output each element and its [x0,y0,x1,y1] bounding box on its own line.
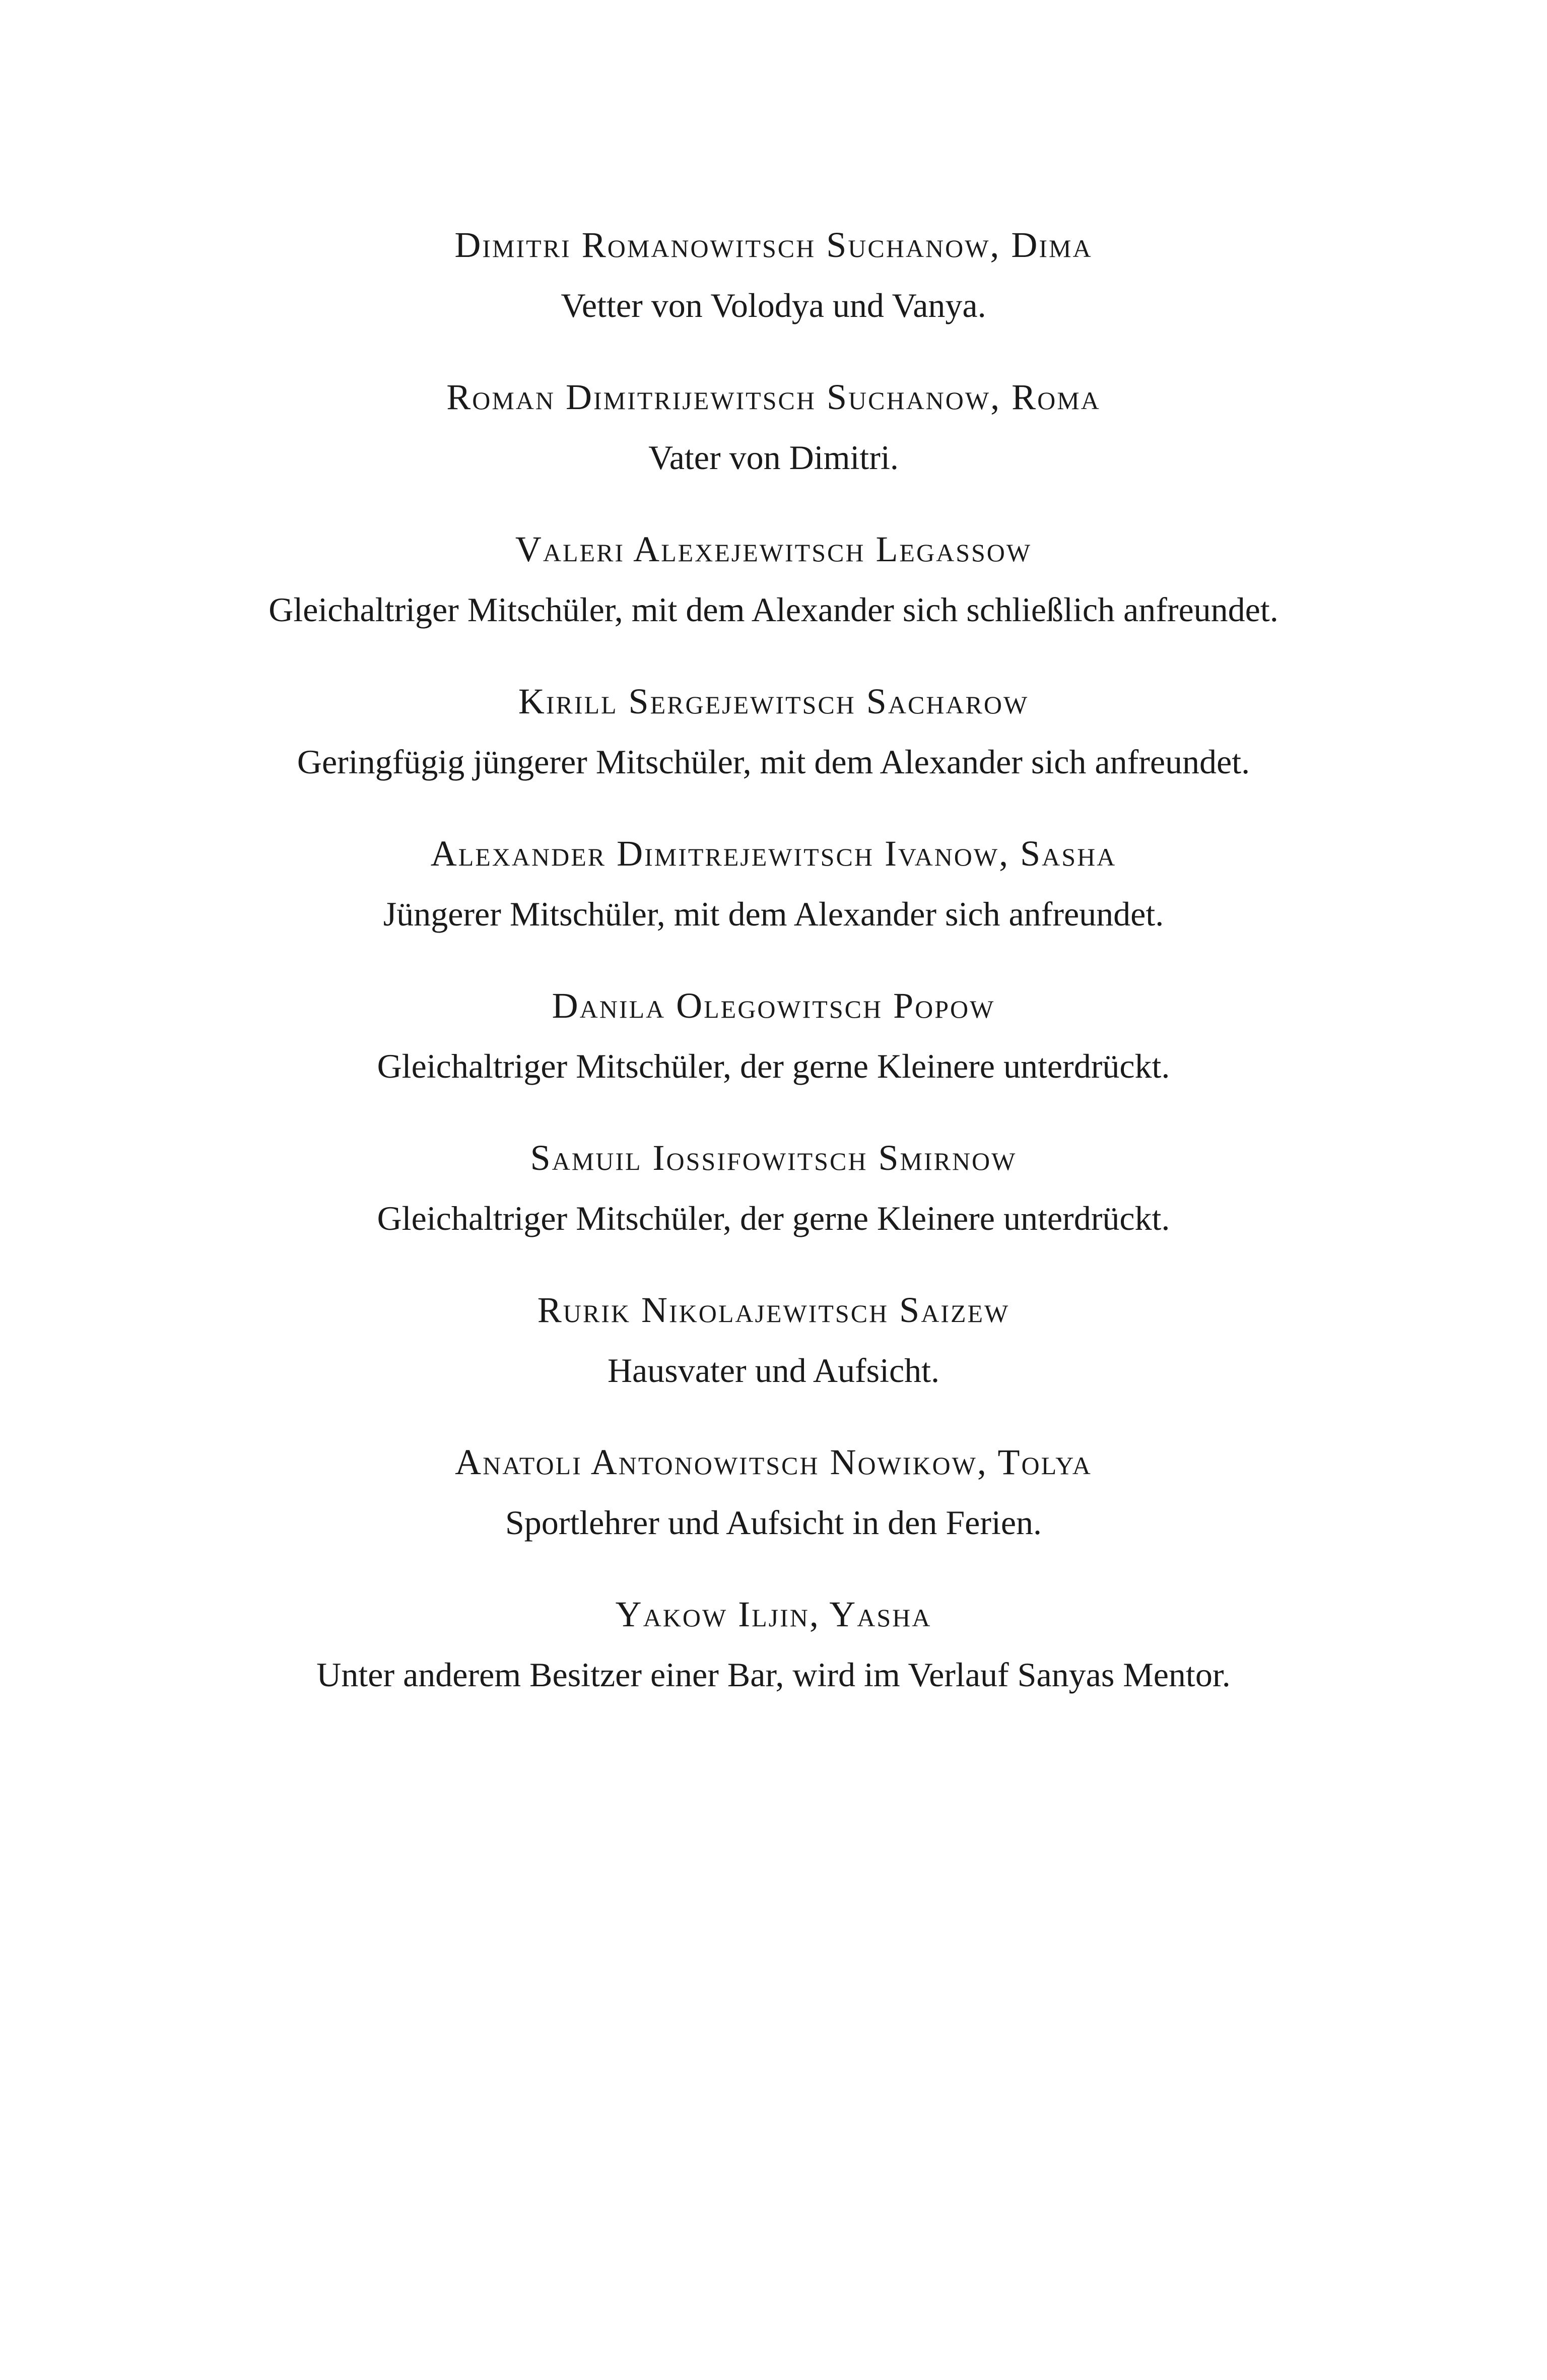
character-description: Geringfügig jüngerer Mitschüler, mit dem Alexander sich anfreundet. [297,743,1250,781]
character-name: Alexander Dimitrejewitsch Ivanow, Sasha [430,833,1117,874]
character-description: Sportlehrer und Aufsicht in den Ferien. [505,1503,1042,1542]
character-entry [0,374,1547,481]
character-name: Roman Dimitrijewitsch Suchanow, Roma [446,377,1101,417]
character-entry [0,1439,1547,1546]
character-entry [0,222,1547,328]
character-name: Rurik Nikolajewitsch Saizew [537,1290,1010,1330]
character-name: Dimitri Romanowitsch Suchanow, Dima [454,225,1093,265]
character-description: Hausvater und Aufsicht. [607,1351,940,1390]
character-description: Unter anderem Besitzer einer Bar, wird im Verlauf Sanyas Mentor. [316,1656,1231,1694]
character-description: Gleichaltriger Mitschüler, der gerne Kleinere unterdrückt. [377,1047,1170,1085]
character-entry [0,526,1547,633]
character-entry [0,1591,1547,1698]
character-name: Yakow Iljin, Yasha [615,1594,932,1634]
character-description: Jüngerer Mitschüler, mit dem Alexander sich anfreundet. [383,895,1164,933]
character-name: Valeri Alexejewitsch Legassow [515,529,1032,569]
character-name: Samuil Iossifowitsch Smirnow [530,1138,1017,1178]
character-description: Vater von Dimitri. [648,438,899,477]
character-name: Danila Olegowitsch Popow [552,985,995,1026]
character-entry [0,1287,1547,1394]
character-name: Anatoli Antonowitsch Nowikow, Tolya [455,1442,1092,1482]
character-entry [0,1135,1547,1241]
character-list [0,222,1547,1743]
character-entry [0,678,1547,785]
character-description: Vetter von Volodya und Vanya. [561,286,986,324]
character-entry [0,830,1547,937]
character-description: Gleichaltriger Mitschüler, mit dem Alexander sich schließlich anfreundet. [268,590,1279,629]
character-name: Kirill Sergejewitsch Sacharow [518,681,1029,721]
character-entry [0,982,1547,1089]
character-description: Gleichaltriger Mitschüler, der gerne Kleinere unterdrückt. [377,1199,1170,1237]
